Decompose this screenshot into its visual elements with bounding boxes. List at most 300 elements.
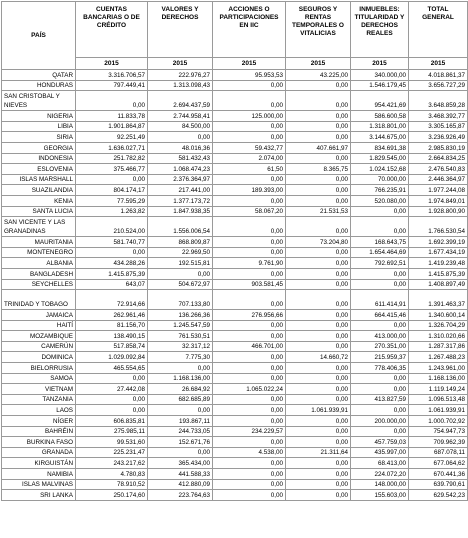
country-cell: KIRGUISTÁN <box>2 458 76 469</box>
table-row <box>2 458 468 469</box>
value-cell: 95.953,53 <box>213 70 286 81</box>
value-cell: 520.080,00 <box>351 195 409 206</box>
value-cell: 1.318.801,00 <box>351 121 409 132</box>
value-cell: 778.406,35 <box>351 363 409 374</box>
value-cell: 0,00 <box>351 320 409 331</box>
value-cell: 9.761,90 <box>213 258 286 269</box>
table-row <box>2 290 468 310</box>
value-cell: 77.595,29 <box>76 195 148 206</box>
table-row <box>2 80 468 91</box>
value-cell: 68.413,00 <box>351 458 409 469</box>
table-row <box>2 479 468 490</box>
value-cell: 223.764,63 <box>148 490 213 501</box>
value-cell: 606.835,81 <box>76 416 148 427</box>
value-cell: 682.685,89 <box>148 394 213 405</box>
value-cell: 0,00 <box>286 153 351 164</box>
value-cell: 0,00 <box>213 373 286 384</box>
total-cell: 639.790,61 <box>409 479 468 490</box>
bank-accounts-column-header: CUENTAS BANCARIAS O DE CRÉDITO <box>76 2 148 58</box>
value-cell: 0,00 <box>213 237 286 248</box>
table-row <box>2 447 468 458</box>
table-body <box>2 70 468 501</box>
value-cell: 189.393,00 <box>213 185 286 196</box>
value-cell: 0,00 <box>351 268 409 279</box>
value-cell: 0,00 <box>76 247 148 258</box>
country-cell: LAOS <box>2 405 76 416</box>
table-row <box>2 206 468 217</box>
table-row <box>2 384 468 395</box>
table-row <box>2 490 468 501</box>
value-cell: 224.072,20 <box>351 469 409 480</box>
total-cell: 1.974.849,01 <box>409 195 468 206</box>
real-estate-column-header: INMUEBLES: TITULARIDAD Y DERECHOS REALES <box>351 2 409 58</box>
country-cell: BURKINA FASO <box>2 437 76 448</box>
total-cell: 1.419.239,48 <box>409 258 468 269</box>
value-cell: 43.225,00 <box>286 70 351 81</box>
country-cell: INDONESIA <box>2 153 76 164</box>
value-cell: 664.415,46 <box>351 310 409 321</box>
total-cell: 670.441,36 <box>409 469 468 480</box>
value-cell: 217.441,00 <box>148 185 213 196</box>
value-cell: 0,00 <box>286 258 351 269</box>
value-cell: 1.245.547,59 <box>148 320 213 331</box>
value-cell: 517.858,74 <box>76 341 148 352</box>
value-cell: 581.432,43 <box>148 153 213 164</box>
table-row <box>2 352 468 363</box>
value-cell: 270.351,00 <box>351 341 409 352</box>
value-cell: 1.556.006,54 <box>148 217 213 237</box>
total-cell: 3.305.165,87 <box>409 121 468 132</box>
country-cell: VIETNAM <box>2 384 76 395</box>
value-cell: 504.672,97 <box>148 279 213 290</box>
value-cell: 804.174,17 <box>76 185 148 196</box>
value-cell: 766.235,91 <box>351 185 409 196</box>
total-cell: 1.000.702,92 <box>409 416 468 427</box>
total-cell: 1.287.317,86 <box>409 341 468 352</box>
total-cell: 2.985.830,19 <box>409 142 468 153</box>
value-cell: 125.000,00 <box>213 111 286 122</box>
value-cell: 0,00 <box>76 174 148 185</box>
value-cell: 1.029.092,84 <box>76 352 148 363</box>
value-cell: 32.317,12 <box>148 341 213 352</box>
value-cell: 1.546.179,45 <box>351 80 409 91</box>
insurance-column-header: SEGUROS Y RENTAS TEMPORALES O VITALICIAS <box>286 2 351 58</box>
year-header: 2015 <box>409 58 468 70</box>
table-row <box>2 416 468 427</box>
value-cell: 136.266,36 <box>148 310 213 321</box>
country-cell: SAMOA <box>2 373 76 384</box>
value-cell: 581.740,77 <box>76 237 148 248</box>
value-cell: 1.061.939,91 <box>286 405 351 416</box>
value-cell: 0,00 <box>213 469 286 480</box>
total-cell: 2.446.364,97 <box>409 174 468 185</box>
value-cell: 276.956,66 <box>213 310 286 321</box>
value-cell: 8.365,75 <box>286 164 351 175</box>
value-cell: 413.000,00 <box>351 331 409 342</box>
country-cell: SRI LANKA <box>2 490 76 501</box>
total-cell: 1.119.149,24 <box>409 384 468 395</box>
value-cell: 4.538,00 <box>213 447 286 458</box>
country-cell: ISLAS MARSHALL <box>2 174 76 185</box>
total-cell: 1.243.961,00 <box>409 363 468 374</box>
total-cell: 2.476.540,83 <box>409 164 468 175</box>
value-cell: 0,00 <box>286 426 351 437</box>
year-header: 2015 <box>286 58 351 70</box>
value-cell: 0,00 <box>148 447 213 458</box>
value-cell: 0,00 <box>286 121 351 132</box>
total-cell: 2.664.834,25 <box>409 153 468 164</box>
value-cell: 251.782,82 <box>76 153 148 164</box>
value-cell: 441.588,33 <box>148 469 213 480</box>
value-cell: 0,00 <box>286 394 351 405</box>
country-cell: MAURITANIA <box>2 237 76 248</box>
year-header: 2015 <box>213 58 286 70</box>
value-cell: 92.251,49 <box>76 132 148 143</box>
table-row <box>2 111 468 122</box>
total-cell: 754.947,73 <box>409 426 468 437</box>
total-cell: 1.310.020,66 <box>409 331 468 342</box>
value-cell: 954.421,69 <box>351 91 409 111</box>
value-cell: 0,00 <box>213 121 286 132</box>
total-cell: 3.236.926,49 <box>409 132 468 143</box>
total-cell: 3.656.727,29 <box>409 80 468 91</box>
value-cell: 84.500,00 <box>148 121 213 132</box>
country-cell: SEYCHELLES <box>2 279 76 290</box>
year-header: 2015 <box>148 58 213 70</box>
table-row <box>2 268 468 279</box>
value-cell: 58.067,20 <box>213 206 286 217</box>
value-cell: 413.827,59 <box>351 394 409 405</box>
value-cell: 0,00 <box>213 217 286 237</box>
value-cell: 2.744.958,41 <box>148 111 213 122</box>
value-cell: 0,00 <box>76 91 148 111</box>
value-cell: 0,00 <box>148 363 213 374</box>
value-cell: 21.531,53 <box>286 206 351 217</box>
value-cell: 465.554,65 <box>76 363 148 374</box>
value-cell: 0,00 <box>286 290 351 310</box>
country-cell: NÍGER <box>2 416 76 427</box>
value-cell: 0,00 <box>213 174 286 185</box>
value-cell: 365.434,00 <box>148 458 213 469</box>
value-cell: 0,00 <box>286 416 351 427</box>
value-cell: 275.985,11 <box>76 426 148 437</box>
value-cell: 1.654.464,69 <box>351 247 409 258</box>
value-cell: 0,00 <box>213 268 286 279</box>
value-cell: 1.263,82 <box>76 206 148 217</box>
table-row <box>2 394 468 405</box>
value-cell: 0,00 <box>286 458 351 469</box>
value-cell: 193.867,11 <box>148 416 213 427</box>
value-cell: 0,00 <box>286 437 351 448</box>
value-cell: 3.144.675,00 <box>351 132 409 143</box>
total-cell: 709.962,39 <box>409 437 468 448</box>
value-cell: 2.694.437,59 <box>148 91 213 111</box>
value-cell: 0,00 <box>286 469 351 480</box>
country-cell: SUAZILANDIA <box>2 185 76 196</box>
value-cell: 3.316.706,57 <box>76 70 148 81</box>
table-row <box>2 164 468 175</box>
value-cell: 466.701,00 <box>213 341 286 352</box>
value-cell: 0,00 <box>286 331 351 342</box>
total-cell: 677.064,62 <box>409 458 468 469</box>
value-cell: 0,00 <box>213 363 286 374</box>
value-cell: 1.168.136,00 <box>148 373 213 384</box>
table-row <box>2 132 468 143</box>
country-column-header: PAÍS <box>2 2 76 70</box>
table-row <box>2 247 468 258</box>
value-cell: 1.901.864,87 <box>76 121 148 132</box>
value-cell: 0,00 <box>286 185 351 196</box>
value-cell: 0,00 <box>286 479 351 490</box>
value-cell: 0,00 <box>213 80 286 91</box>
value-cell: 0,00 <box>76 394 148 405</box>
value-cell: 0,00 <box>286 217 351 237</box>
value-cell: 250.174,60 <box>76 490 148 501</box>
table-row <box>2 237 468 248</box>
value-cell: 21.311,64 <box>286 447 351 458</box>
total-cell: 1.267.488,23 <box>409 352 468 363</box>
total-cell: 1.096.513,48 <box>409 394 468 405</box>
value-cell: 0,00 <box>351 279 409 290</box>
value-cell: 412.880,09 <box>148 479 213 490</box>
total-cell: 1.677.434,19 <box>409 247 468 258</box>
value-cell: 1.415.875,39 <box>76 268 148 279</box>
value-cell: 0,00 <box>286 132 351 143</box>
value-cell: 0,00 <box>286 174 351 185</box>
total-cell: 1.391.463,37 <box>409 290 468 310</box>
value-cell: 0,00 <box>213 195 286 206</box>
value-cell: 225.231,47 <box>76 447 148 458</box>
value-cell: 152.671,76 <box>148 437 213 448</box>
value-cell: 215.959,37 <box>351 352 409 363</box>
value-cell: 0,00 <box>286 490 351 501</box>
value-cell: 375.466,77 <box>76 164 148 175</box>
table-row <box>2 437 468 448</box>
value-cell: 0,00 <box>213 320 286 331</box>
value-cell: 1.068.474,23 <box>148 164 213 175</box>
value-cell: 797.449,41 <box>76 80 148 91</box>
country-cell: HONDURAS <box>2 80 76 91</box>
value-cell: 0,00 <box>286 341 351 352</box>
total-cell: 1.326.704,29 <box>409 320 468 331</box>
value-cell: 0,00 <box>351 405 409 416</box>
total-cell: 4.018.861,37 <box>409 70 468 81</box>
value-cell: 0,00 <box>148 268 213 279</box>
total-cell: 1.340.600,14 <box>409 310 468 321</box>
value-cell: 234.229,57 <box>213 426 286 437</box>
value-cell: 611.414,91 <box>351 290 409 310</box>
country-cell: TRINIDAD Y TOBAGO <box>2 290 76 310</box>
value-cell: 0,00 <box>286 268 351 279</box>
total-cell: 1.168.136,00 <box>409 373 468 384</box>
value-cell: 11.833,78 <box>76 111 148 122</box>
total-cell: 629.542,23 <box>409 490 468 501</box>
value-cell: 0,00 <box>286 195 351 206</box>
value-cell: 73.204,80 <box>286 237 351 248</box>
table-row <box>2 91 468 111</box>
total-cell: 1.766.530,54 <box>409 217 468 237</box>
table-row <box>2 153 468 164</box>
value-cell: 0,00 <box>213 132 286 143</box>
value-cell: 22.969,50 <box>148 247 213 258</box>
value-cell: 210.524,00 <box>76 217 148 237</box>
table-row <box>2 70 468 81</box>
value-cell: 0,00 <box>76 373 148 384</box>
total-cell: 1.692.399,19 <box>409 237 468 248</box>
value-cell: 1.636.027,71 <box>76 142 148 153</box>
value-cell: 868.809,87 <box>148 237 213 248</box>
total-column-header: TOTAL GENERAL <box>409 2 468 58</box>
country-cell: JAMAICA <box>2 310 76 321</box>
country-cell: GEORGIA <box>2 142 76 153</box>
value-cell: 0,00 <box>148 132 213 143</box>
country-cell: CAMERÚN <box>2 341 76 352</box>
table-row <box>2 363 468 374</box>
value-cell: 0,00 <box>213 331 286 342</box>
total-cell: 3.468.392,77 <box>409 111 468 122</box>
country-cell: TANZANIA <box>2 394 76 405</box>
table-row <box>2 405 468 416</box>
table-row <box>2 331 468 342</box>
value-cell: 1.847.938,35 <box>148 206 213 217</box>
value-cell: 222.976,27 <box>148 70 213 81</box>
value-cell: 0,00 <box>351 206 409 217</box>
value-cell: 0,00 <box>213 416 286 427</box>
value-cell: 643,07 <box>76 279 148 290</box>
total-cell: 3.648.859,28 <box>409 91 468 111</box>
value-cell: 4.780,83 <box>76 469 148 480</box>
total-cell: 687.078,11 <box>409 447 468 458</box>
table-row <box>2 258 468 269</box>
table-row <box>2 195 468 206</box>
table-row <box>2 469 468 480</box>
value-cell: 0,00 <box>351 426 409 437</box>
value-cell: 0,00 <box>286 247 351 258</box>
value-cell: 48.016,36 <box>148 142 213 153</box>
value-cell: 81.156,70 <box>76 320 148 331</box>
value-cell: 59.432,77 <box>213 142 286 153</box>
value-cell: 138.490,15 <box>76 331 148 342</box>
value-cell: 457.759,03 <box>351 437 409 448</box>
country-cell: SIRIA <box>2 132 76 143</box>
value-cell: 586.600,58 <box>351 111 409 122</box>
country-assets-table <box>1 1 468 501</box>
country-cell: DOMINICA <box>2 352 76 363</box>
value-cell: 0,00 <box>286 373 351 384</box>
value-cell: 27.442,08 <box>76 384 148 395</box>
value-cell: 834.691,38 <box>351 142 409 153</box>
value-cell: 0,00 <box>213 247 286 258</box>
table-row <box>2 185 468 196</box>
country-cell: MOZAMBIQUE <box>2 331 76 342</box>
value-cell: 192.515,81 <box>148 258 213 269</box>
country-cell: NAMIBIA <box>2 469 76 480</box>
country-cell: BANGLADESH <box>2 268 76 279</box>
value-cell: 1.065.022,24 <box>213 384 286 395</box>
value-cell: 1.313.098,43 <box>148 80 213 91</box>
value-cell: 1.377.173,72 <box>148 195 213 206</box>
table-row <box>2 373 468 384</box>
value-cell: 0,00 <box>76 405 148 416</box>
year-header: 2015 <box>76 58 148 70</box>
value-cell: 0,00 <box>286 310 351 321</box>
total-cell: 1.977.244,08 <box>409 185 468 196</box>
country-cell: ALBANIA <box>2 258 76 269</box>
country-cell: SANTA LUCIA <box>2 206 76 217</box>
value-cell: 0,00 <box>213 91 286 111</box>
table-row <box>2 121 468 132</box>
value-cell: 0,00 <box>148 405 213 416</box>
value-cell: 26.684,92 <box>148 384 213 395</box>
value-cell: 340.000,00 <box>351 70 409 81</box>
country-cell: ISLAS MALVINAS <box>2 479 76 490</box>
value-cell: 2.376.364,97 <box>148 174 213 185</box>
country-cell: LIBIA <box>2 121 76 132</box>
table-row <box>2 320 468 331</box>
value-cell: 1.024.152,68 <box>351 164 409 175</box>
shares-column-header: ACCIONES O PARTICIPACIONES EN IIC <box>213 2 286 58</box>
country-cell: HAITÍ <box>2 320 76 331</box>
value-cell: 0,00 <box>213 479 286 490</box>
value-cell: 407.661,97 <box>286 142 351 153</box>
total-cell: 1.415.875,39 <box>409 268 468 279</box>
country-cell: KENIA <box>2 195 76 206</box>
value-cell: 78.910,52 <box>76 479 148 490</box>
total-cell: 1.408.897,49 <box>409 279 468 290</box>
value-cell: 200.000,00 <box>351 416 409 427</box>
value-cell: 0,00 <box>286 363 351 374</box>
value-cell: 155.603,00 <box>351 490 409 501</box>
value-cell: 262.961,46 <box>76 310 148 321</box>
securities-column-header: VALORES Y DERECHOS <box>148 2 213 58</box>
value-cell: 0,00 <box>286 111 351 122</box>
table-row <box>2 142 468 153</box>
value-cell: 0,00 <box>213 405 286 416</box>
value-cell: 0,00 <box>286 91 351 111</box>
table-row <box>2 217 468 237</box>
value-cell: 792.692,51 <box>351 258 409 269</box>
country-cell: ESLOVENIA <box>2 164 76 175</box>
value-cell: 2.074,00 <box>213 153 286 164</box>
value-cell: 0,00 <box>351 373 409 384</box>
country-cell: MONTENEGRO <box>2 247 76 258</box>
table-row <box>2 279 468 290</box>
table-row <box>2 310 468 321</box>
country-cell: SAN VICENTE Y LAS GRANADINAS <box>2 217 76 237</box>
value-cell: 761.530,51 <box>148 331 213 342</box>
value-cell: 0,00 <box>286 279 351 290</box>
country-cell: NIGERIA <box>2 111 76 122</box>
value-cell: 244.733,05 <box>148 426 213 437</box>
value-cell: 70.000,00 <box>351 174 409 185</box>
country-cell: QATAR <box>2 70 76 81</box>
value-cell: 14.660,72 <box>286 352 351 363</box>
value-cell: 168.643,75 <box>351 237 409 248</box>
total-cell: 1.061.939,91 <box>409 405 468 416</box>
table-row <box>2 426 468 437</box>
year-header: 2015 <box>351 58 409 70</box>
value-cell: 0,00 <box>351 217 409 237</box>
value-cell: 903.581,45 <box>213 279 286 290</box>
total-cell: 1.928.800,90 <box>409 206 468 217</box>
value-cell: 1.829.545,00 <box>351 153 409 164</box>
value-cell: 148.000,00 <box>351 479 409 490</box>
value-cell: 0,00 <box>286 384 351 395</box>
value-cell: 0,00 <box>286 80 351 91</box>
value-cell: 0,00 <box>351 384 409 395</box>
value-cell: 72.914,66 <box>76 290 148 310</box>
country-cell: BIELORRUSIA <box>2 363 76 374</box>
